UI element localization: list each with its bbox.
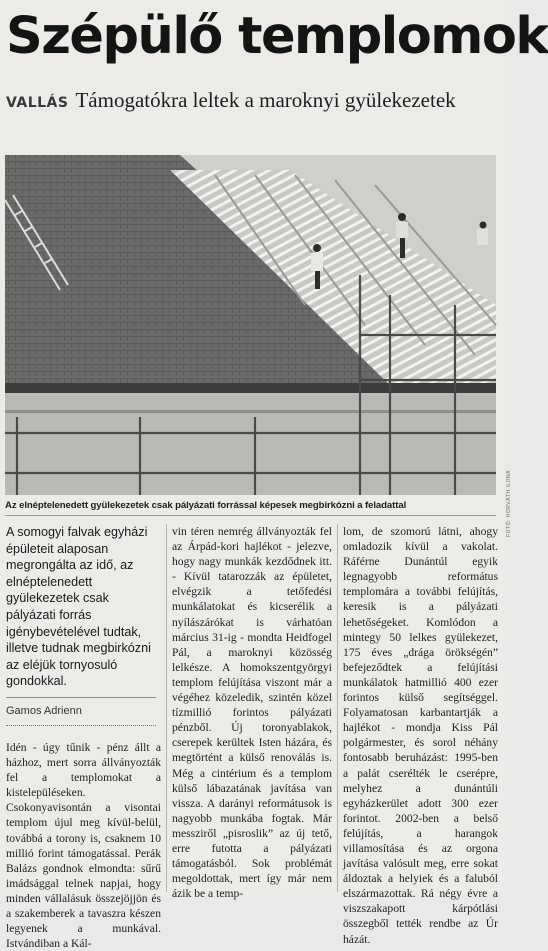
column-divider-1 [166, 524, 167, 892]
section-kicker: VALLÁS [6, 95, 69, 111]
author-divider [6, 697, 156, 698]
photo-credit: FOTÓ: HORVÁTH ILONA [506, 470, 512, 537]
caption-divider [5, 515, 496, 516]
kicker-line [6, 88, 456, 113]
column-3-body: lom, de szomorú látni, ahogy omladozik kívül a vakolat. Ráférne Dunántúl egyik legnagyobb református templomára a további felújítás, keresik is a pályázati lehetőségeket. Komlódon a mintegy 50 lelkes gyülekezet, 175 éves „drága örökségén” befejeződtek a felújítási munkálatok hatmillió 400 ezer forintos külső segítséggel. Folyamatosan karbantartják a hajlékot - mondja Kiss Pál polgármester, és sorol néhány fontosabb beruházást: 1995-ben a palát cserélték le cserépre, melyhez a dunántúli egyházkerület adott 300 ezer forintot. 2002-ben a belső felújítás, a harangok villamosítása és az orgona javítása valósult meg, erre sokat áldoztak a helyiek és a faluból elszármazottak. Rá négy évre a viszszakapott kárpótlási összegből tették rendbe az Úr házát. [343, 525, 498, 946]
column-2 [172, 524, 332, 901]
column-3 [343, 524, 498, 947]
photo-caption: Az elnéptelenedett gyülekezetek csak pályázati forrással képesek megbirkózni a feladattal [5, 500, 407, 511]
column-2-body: vin téren nemrég állványozták fel az Árpád-kori hajlékot - jelezve, hogy nagy munkák kezdődnek itt. - Kívül tatarozzák az épületet, elvégzik a tetőfedési munkálatokat és kicserélik a nyílászárókat is várhatóan március 31-ig - mondta Heidfogel Pál, a maroknyi közösség lelkésze. A homokszentgyörgyi templom felújítása viszont már a végéhez közeledik, szintén közel tízmillió forintos pályázati pénzből. Új toronyablakok, cserepek kerültek Isten házára, és megtörtént a külső renoválás is. Még a cintérium és a templom külső lábazatának javítása van vissza. A darányi reformátusok is nagyobb munkába fogtak. Már messziről „pisroslik” az új tető, erre futotta a pályázati támogatásból. Sok problémát megoldottak, mert így már nem ázik be a temp- [172, 525, 332, 901]
byline-divider [6, 725, 156, 726]
lead-paragraph: A somogyi falvak egyházi épületeit alaposan megrongálta az idő, az elnéptelenedett gyülekezetek csak pályázati forrás igénybevételével tudtak, illetve tudnak megbirkózni az eléjük tornyosuló gondokkal. [6, 525, 151, 689]
column-1 [6, 524, 161, 951]
subheadline: Támogatókra leltek a maroknyi gyülekezetek [75, 88, 456, 112]
column-1-body: Idén - úgy tűnik - pénz állt a házhoz, mert sorra állványozták fel a templomokat a kistelepüléseken. Csokonyavisontán a visontai templom újul meg kívül-belül, továbbá a torony is, csaknem 10 millió forint támogatással. Perák Balázs gondnok elmondta: sűrű imádsággal telnek napjai, hogy minden vállalásuk összejöjjön és a szakemberek a tavaszra készen legyenek a munkával. Istvándiban a Kál- [6, 740, 161, 951]
author-byline: Gamos Adrienn [6, 704, 82, 717]
headline: Szépülő templomok [6, 7, 548, 66]
column-divider-2 [337, 524, 338, 892]
roof-photo [5, 155, 496, 495]
